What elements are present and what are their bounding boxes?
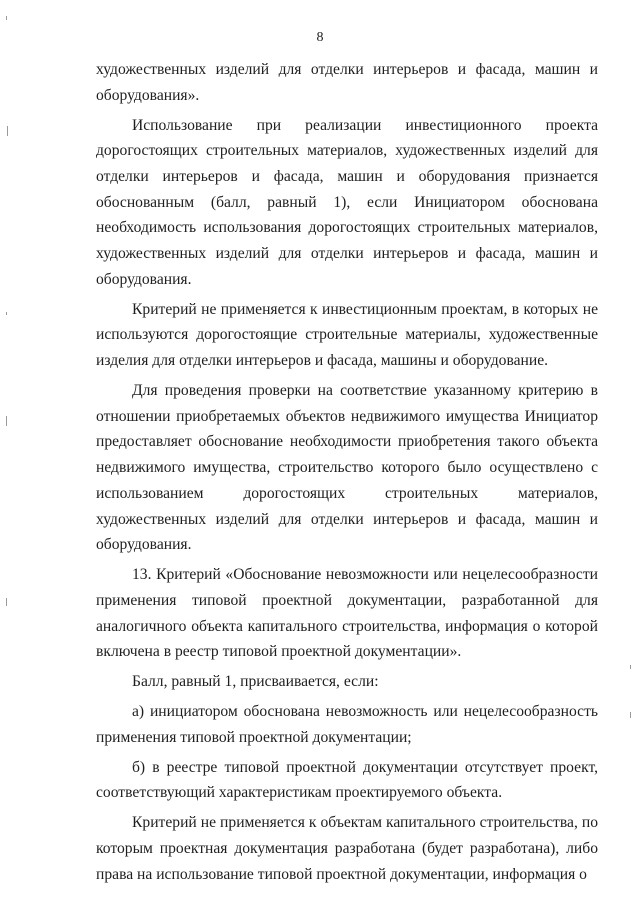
paragraph-not-applicable: Критерий не применяется к инвестиционным проектам, в которых не используются дорогостоящие строительные материалы, художественные изделия для отделки интерьеров и фасада, машины и оборудование.: [96, 300, 598, 370]
scan-mark: [6, 598, 7, 606]
paragraph-criterion-13: 13. Критерий «Обоснование невозможности или нецелесообразности применения типовой проектной документации, разработанной для аналогичного объекта капитального строительства, информация о которой включена в реестр типовой проектной документации».: [96, 566, 598, 661]
body-text: [96, 57, 598, 891]
scan-mark: [6, 416, 7, 426]
paragraph-verification: Для проведения проверки на соответствие указанному критерию в отношении приобретаемых объектов недвижимого имущества Инициатор предоставляет обоснование необходимости приобретения такого объекта недвижимого имущества, строительство которого было осуществлено с использованием дорогостоящих строительных материалов, художественных изделий для отделки интерьеров и фасада, машин и оборудования.: [96, 382, 598, 554]
paragraph-item-a: а) инициатором обоснована невозможность или нецелесообразность применения типовой проектной документации;: [96, 703, 598, 746]
scan-mark: [630, 665, 631, 669]
scan-mark: [7, 126, 8, 136]
paragraph-item-b: б) в реестре типовой проектной документации отсутствует проект, соответствующий характеристикам проектируемого объекта.: [96, 758, 598, 802]
scan-mark: [6, 16, 7, 20]
page-number: 8: [316, 30, 324, 45]
paragraph-continuation: художественных изделий для отделки интерьеров и фасада, машин и оборудования».: [96, 61, 598, 104]
scan-mark: [630, 712, 631, 718]
paragraph-score-condition: Балл, равный 1, присваивается, если:: [132, 673, 379, 691]
paragraph-exclusion: Критерий не применяется к объектам капитального строительства, по которым проектная документация разработана (будет разработана), либо права на использование типовой проектной документации, информация о: [96, 814, 598, 883]
scan-mark: [6, 312, 7, 315]
paragraph-justification: Использование при реализации инвестиционного проекта дорогостоящих строительных материалов, художественных изделий для отделки интерьеров и фасада, машин и оборудования признается обоснованным (балл, равный 1), если Инициатором обоснована необходимость использования дорогостоящих строительных материалов, художественных изделий для отделки интерьеров и фасада, машин и оборудования.: [96, 116, 598, 288]
